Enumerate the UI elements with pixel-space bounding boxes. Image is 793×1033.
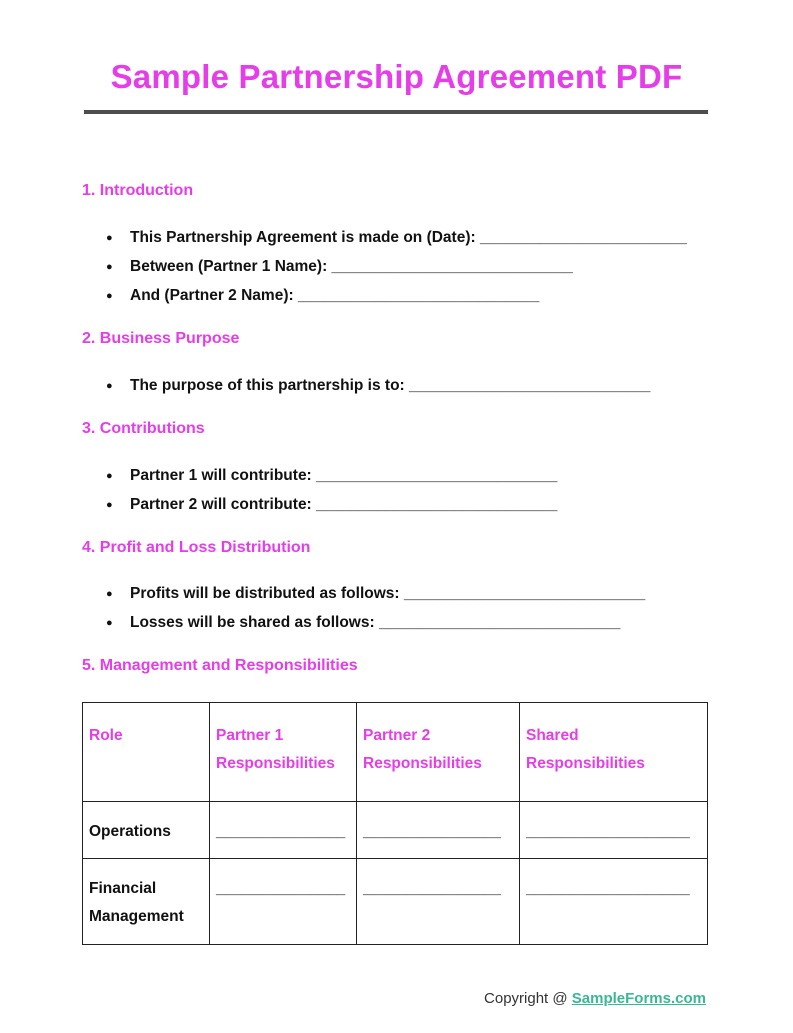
- list-item: ● And (Partner 2 Name): ____________________________: [106, 286, 687, 315]
- role-cell: Operations: [83, 802, 210, 859]
- title-divider: [84, 110, 708, 114]
- list-item: ● Partner 1 will contribute: ____________________________: [106, 466, 557, 495]
- section-heading-profit-loss: 4. Profit and Loss Distribution: [82, 539, 311, 556]
- contributions-list: [106, 466, 557, 524]
- blank-field: ________________: [357, 859, 520, 945]
- table-row: [83, 802, 708, 859]
- table-header-row: [83, 703, 708, 802]
- document-title: Sample Partnership Agreement PDF: [110, 58, 683, 95]
- footer-copyright: [484, 990, 706, 1007]
- list-item: ● The purpose of this partnership is to: ____________________________: [106, 376, 650, 405]
- section-heading-introduction: 1. Introduction: [82, 182, 194, 199]
- header-shared: Shared Responsibilities: [520, 703, 708, 802]
- list-item: ● Partner 2 will contribute: ____________________________: [106, 495, 557, 524]
- brand-link[interactable]: SampleForms.com: [571, 990, 706, 1007]
- header-role: Role: [83, 703, 210, 802]
- blank-field: ___________________: [520, 802, 708, 859]
- list-item: ● This Partnership Agreement is made on (Date): ________________________: [106, 228, 687, 257]
- section-heading-contributions: 3. Contributions: [82, 420, 205, 437]
- header-partner-2: Partner 2 Responsibilities: [357, 703, 520, 802]
- profit-loss-list: [106, 584, 645, 642]
- blank-field: ___________________: [520, 859, 708, 945]
- blank-field: _______________: [210, 802, 357, 859]
- list-item: ● Profits will be distributed as follows: ____________________________: [106, 584, 645, 613]
- table-row: [83, 859, 708, 945]
- header-partner-1: Partner 1 Responsibilities: [210, 703, 357, 802]
- blank-field: _______________: [210, 859, 357, 945]
- list-item: ● Between (Partner 1 Name): ____________________________: [106, 257, 687, 286]
- section-heading-management: 5. Management and Responsibilities: [82, 657, 358, 674]
- copyright-text: Copyright @: [484, 990, 572, 1007]
- responsibilities-table: [82, 702, 708, 945]
- blank-field: ________________: [357, 802, 520, 859]
- role-cell: Financial Management: [83, 859, 210, 945]
- list-item: ● Losses will be shared as follows: ____________________________: [106, 613, 645, 642]
- section-heading-business-purpose: 2. Business Purpose: [82, 330, 240, 347]
- business-purpose-list: [106, 376, 650, 405]
- introduction-list: [106, 228, 687, 315]
